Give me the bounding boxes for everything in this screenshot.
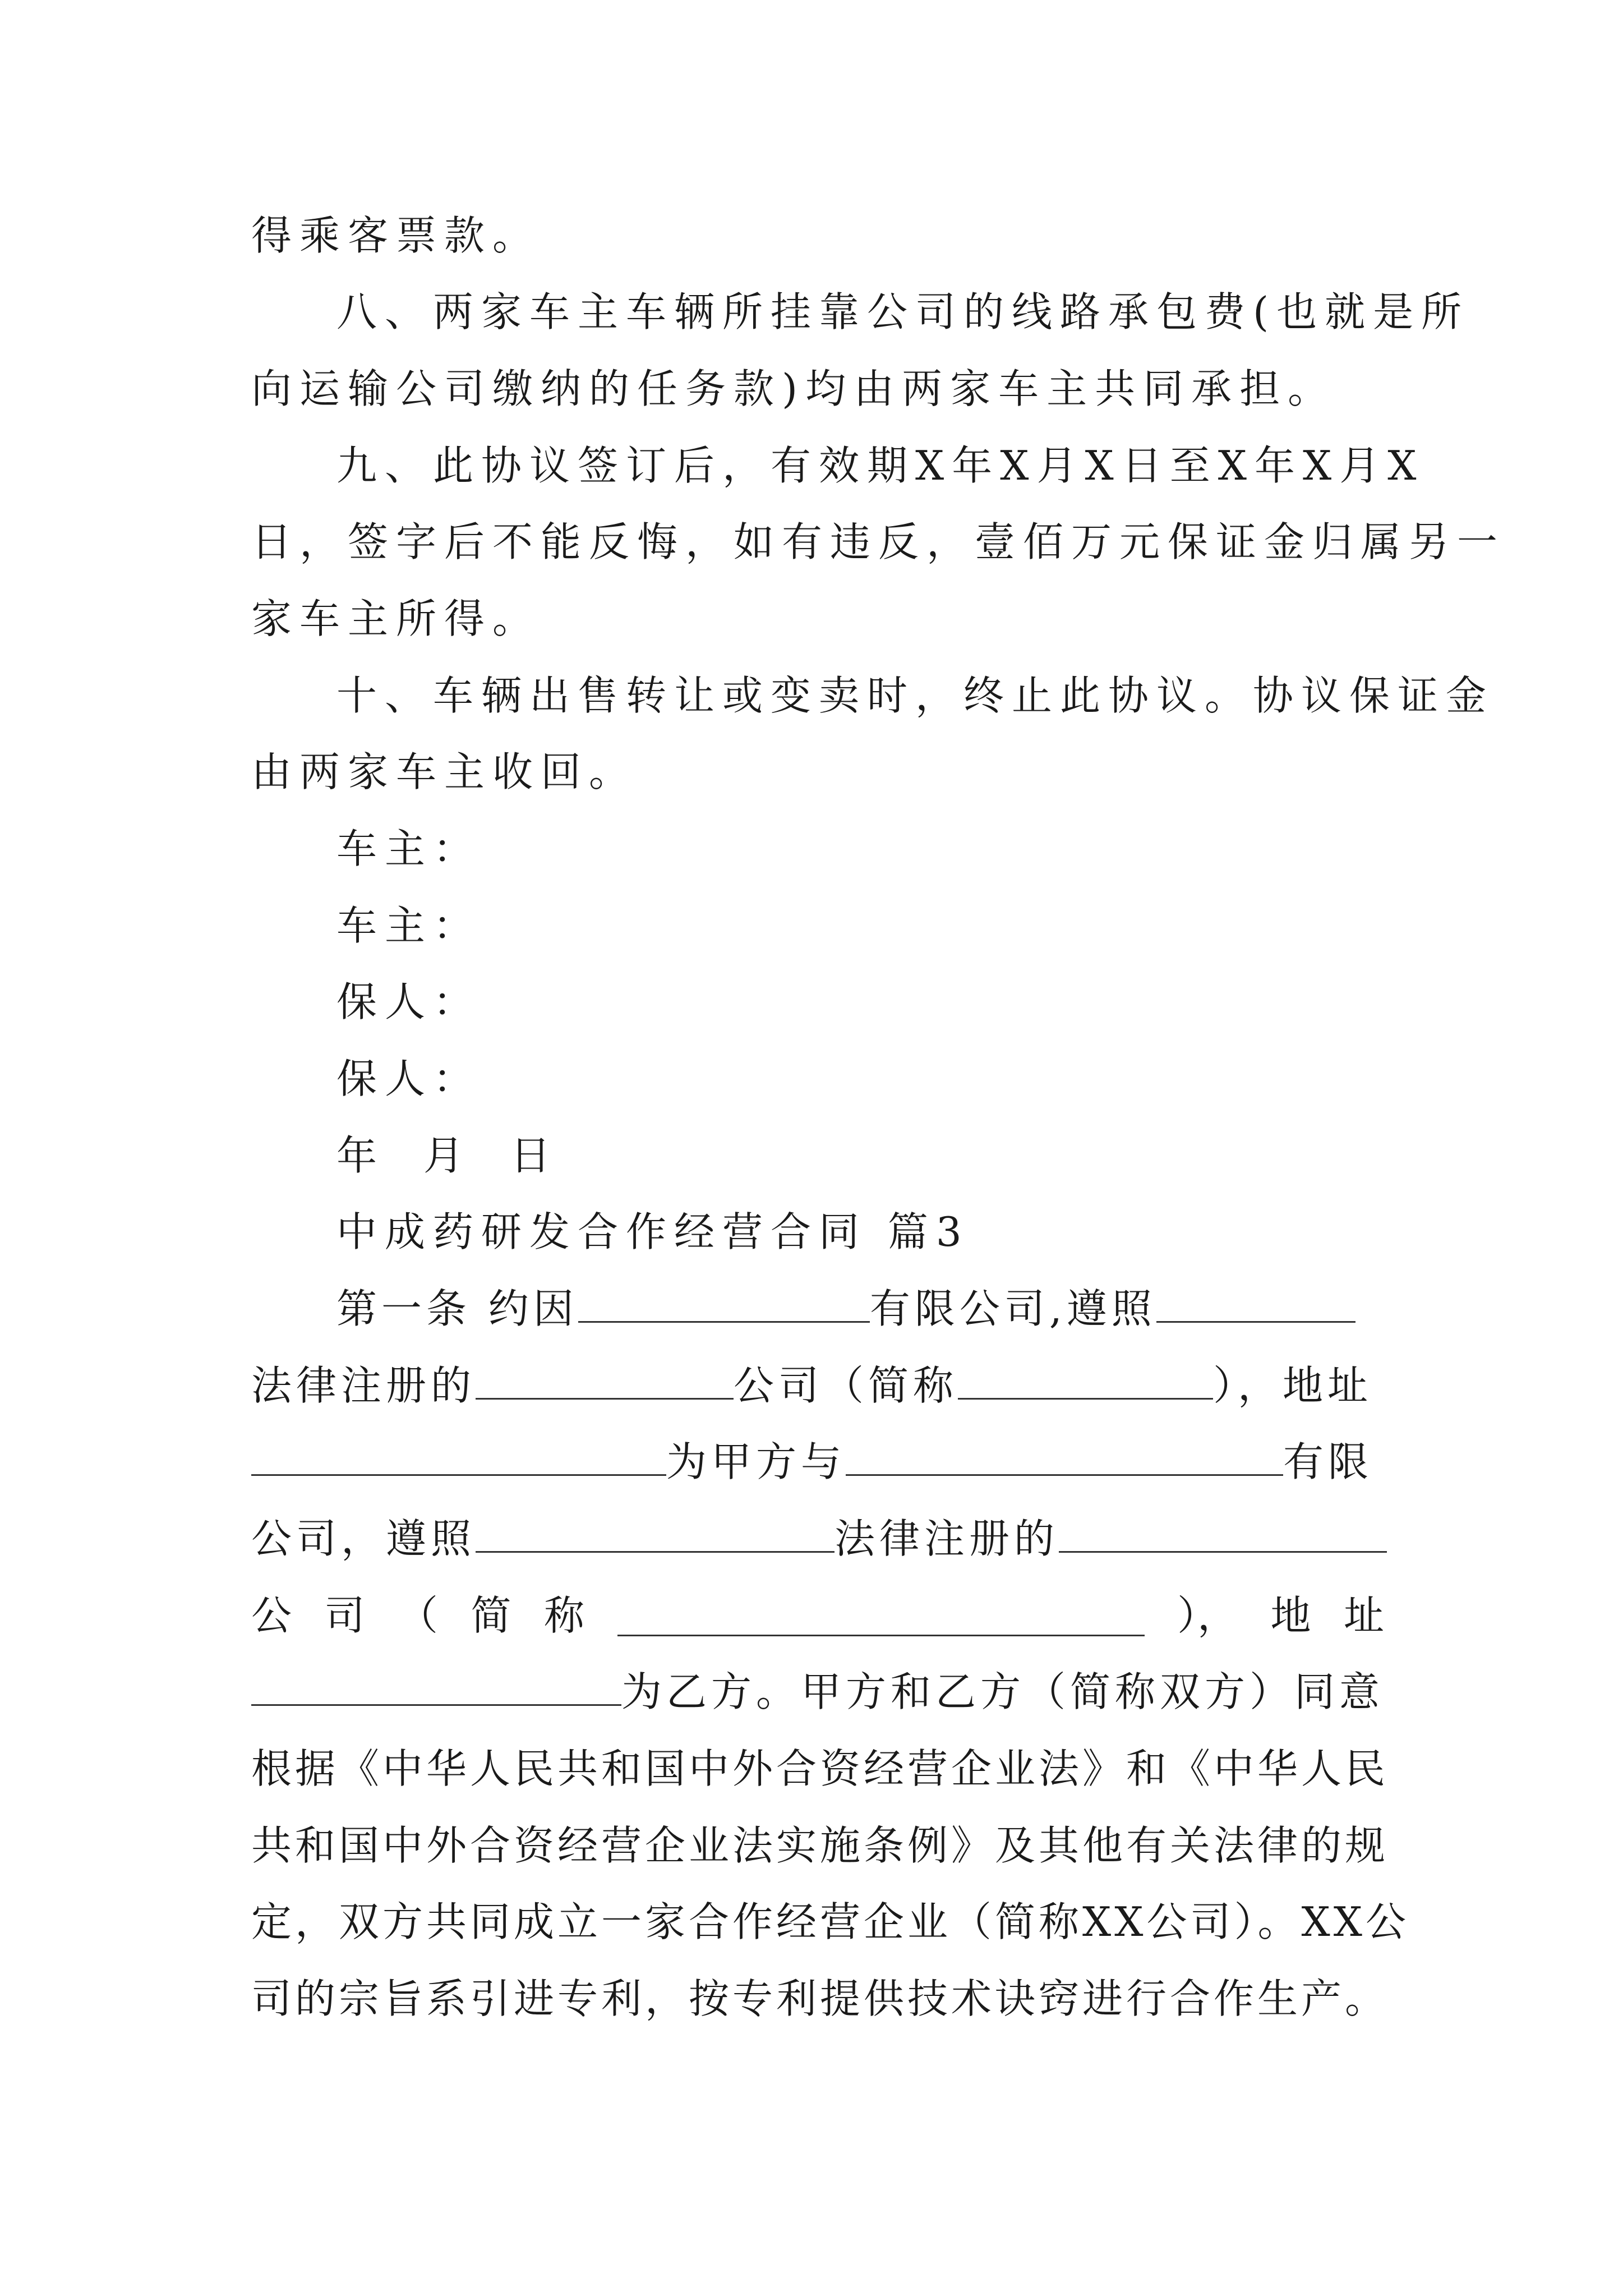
signature-date: 年 月 日 bbox=[336, 1132, 568, 1179]
contract-text: 公司（简称 bbox=[734, 1362, 958, 1409]
fill-blank bbox=[476, 1359, 734, 1400]
contract-line bbox=[251, 1435, 1384, 1489]
contract-line bbox=[251, 1359, 1384, 1412]
contract-line: 根据《中华人民共和国中外合资经营企业法》和《中华人民 bbox=[251, 1745, 1389, 1792]
signature-owner-2: 车主： bbox=[336, 902, 482, 949]
paragraph-line: 向运输公司缴纳的任务款)均由两家车主共同承担。 bbox=[251, 365, 1336, 412]
contract-text: 第一条 约因 bbox=[336, 1285, 578, 1332]
clause-ten: 十、车辆出售转让或变卖时，终止此协议。协议保证金 bbox=[336, 672, 1495, 719]
fill-blank bbox=[617, 1595, 1145, 1636]
contract-text: 为甲方与 bbox=[666, 1438, 846, 1485]
contract-text: 公 bbox=[251, 1592, 292, 1639]
paragraph-line: 家车主所得。 bbox=[251, 595, 541, 642]
fill-blank bbox=[846, 1435, 1283, 1476]
contract-text: 司 bbox=[324, 1592, 365, 1639]
contract-text: 地 bbox=[1270, 1592, 1311, 1639]
signature-owner-1: 车主： bbox=[336, 825, 482, 872]
fill-blank bbox=[251, 1435, 666, 1476]
paragraph-line: 得乘客票款。 bbox=[251, 212, 541, 259]
contract-line bbox=[336, 1282, 1384, 1336]
fill-blank bbox=[1156, 1282, 1355, 1323]
clause-nine: 九、此协议签订后，有效期X年X月X日至X年X月X bbox=[336, 442, 1424, 489]
section-heading: 中成药研发合作经营合同 篇3 bbox=[336, 1208, 970, 1255]
signature-guarantor-1: 保人： bbox=[336, 978, 482, 1025]
contract-text: 址 bbox=[1343, 1592, 1384, 1639]
contract-line: 定，双方共同成立一家合作经营企业（简称XX公司）。XX公 bbox=[251, 1898, 1410, 1945]
paragraph-line: 由两家车主收回。 bbox=[251, 748, 638, 795]
signature-guarantor-2: 保人： bbox=[336, 1055, 482, 1102]
fill-blank bbox=[958, 1359, 1213, 1400]
contract-text: 有限公司,遵照 bbox=[869, 1285, 1156, 1332]
contract-line bbox=[251, 1512, 1384, 1566]
contract-text: （ bbox=[398, 1592, 439, 1639]
fill-blank bbox=[1059, 1512, 1387, 1553]
fill-blank bbox=[251, 1665, 621, 1706]
contract-line: 共和国中外合资经营企业法实施条例》及其他有关法律的规 bbox=[251, 1822, 1389, 1869]
contract-text: ）， bbox=[1177, 1592, 1238, 1639]
contract-line: 司的宗旨系引进专利，按专利提供技术诀窍进行合作生产。 bbox=[251, 1975, 1389, 2022]
contract-text: ），地址 bbox=[1213, 1362, 1373, 1409]
contract-text: 有限 bbox=[1283, 1438, 1373, 1485]
contract-line bbox=[251, 1665, 1384, 1719]
contract-text: 法律注册的 bbox=[834, 1515, 1059, 1562]
fill-blank bbox=[578, 1282, 870, 1323]
clause-eight: 八、两家车主车辆所挂靠公司的线路承包费(也就是所 bbox=[336, 288, 1470, 335]
fill-blank bbox=[476, 1512, 834, 1553]
contract-text: 称 bbox=[544, 1592, 585, 1639]
paragraph-line: 日，签字后不能反悔，如有违反，壹佰万元保证金归属另一 bbox=[251, 518, 1506, 565]
contract-text: 为乙方。甲方和乙方（简称双方）同意 bbox=[621, 1668, 1385, 1715]
contract-text: 简 bbox=[471, 1592, 511, 1639]
contract-line bbox=[251, 1589, 1384, 1642]
contract-text: 法律注册的 bbox=[251, 1362, 476, 1409]
contract-text: 公司，遵照 bbox=[251, 1515, 476, 1562]
